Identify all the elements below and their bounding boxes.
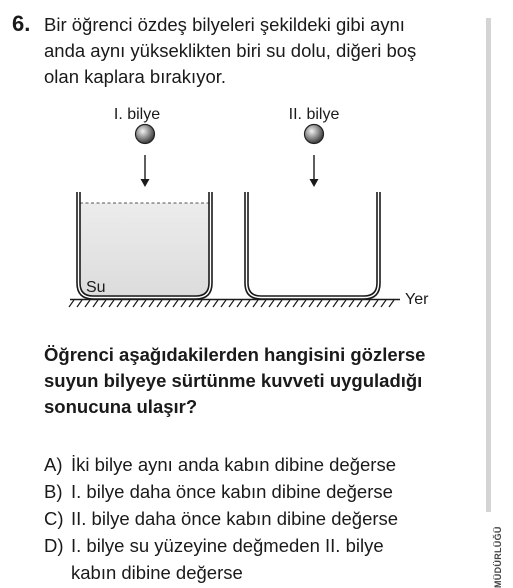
hatch-mark [173,300,178,307]
question-number: 6. [12,11,31,36]
hatch-mark [149,300,154,307]
option-letter: A) [44,454,63,475]
option-line: I. bilye daha önce kabın dibine değerse [71,481,393,502]
option-line: İki bilye aynı anda kabın dibine değerse [71,454,396,475]
hatch-mark [181,300,186,307]
prompt-line: suyun bilyeye sürtünme kuvveti uyguladığı [44,370,423,391]
hatch-mark [117,300,122,307]
hatch-mark [389,300,394,307]
question-stem [44,12,474,90]
option-text [71,505,398,532]
hatch-mark [229,300,234,307]
option-text [71,532,384,586]
hatch-mark [261,300,266,307]
option-a[interactable] [44,451,398,478]
water-label: Su [86,279,106,296]
hatch-mark [269,300,274,307]
hatch-mark [77,300,82,307]
hatch-mark [93,300,98,307]
prompt-line: sonucuna ulaşır? [44,396,198,417]
option-line: kabın dibine değerse [71,562,243,583]
ball-1-label: I. bilye [113,106,161,123]
hatch-mark [341,300,346,307]
option-letter: C) [44,508,64,529]
hatch-mark [309,300,314,307]
option-letter: D) [44,535,64,556]
hatch-mark [125,300,130,307]
ball-1-arrowhead [141,179,150,187]
hatch-mark [221,300,226,307]
hatch-mark [197,300,202,307]
ball-2 [305,125,324,144]
hatch-mark [189,300,194,307]
option-line: II. bilye daha önce kabın dibine değerse [71,508,399,529]
question-prompt [44,342,484,420]
hatch-mark [317,300,322,307]
experiment-figure [0,100,470,315]
option-c[interactable] [44,505,398,532]
hatch-mark [205,300,210,307]
empty-container [245,192,380,299]
option-d[interactable] [44,532,398,586]
option-letter: B) [44,481,63,502]
option-text [71,451,396,478]
hatch-mark [133,300,138,307]
ball-2-label: II. bilye [288,106,340,123]
hatch-mark [237,300,242,307]
hatch-mark [85,300,90,307]
hatch-mark [69,300,74,307]
hatch-mark [357,300,362,307]
hatch-mark [333,300,338,307]
hatch-mark [213,300,218,307]
hatch-mark [253,300,258,307]
hatch-mark [157,300,162,307]
watermark [480,518,503,588]
option-line: I. bilye su yüzeyine değmeden II. bilye [71,535,384,556]
option-b[interactable] [44,478,398,505]
hatch-mark [349,300,354,307]
answer-options [44,451,398,586]
ball-2-arrowhead [310,179,319,187]
stem-line: Bir öğrenci özdeş bilyeleri şekildeki gibi aynı [44,14,405,35]
ground-label: Yer [405,291,429,308]
hatch-mark [101,300,106,307]
hatch-mark [301,300,306,307]
hatch-mark [285,300,290,307]
hatch-mark [293,300,298,307]
hatch-mark [141,300,146,307]
ball-1 [136,125,155,144]
sidebar-rule [486,18,491,512]
hatch-mark [165,300,170,307]
hatch-mark [325,300,330,307]
hatch-mark [109,300,114,307]
hatch-mark [365,300,370,307]
prompt-line: Öğrenci aşağıdakilerden hangisini gözlerse [44,344,426,365]
hatch-mark [381,300,386,307]
watermark-text: MÜDÜRLÜĞÜ [493,526,503,588]
hatch-mark [245,300,250,307]
hatch-mark [277,300,282,307]
option-text [71,478,393,505]
ground-hatching [69,300,394,307]
stem-line: anda aynı yükseklikten biri su dolu, diğeri boş [44,40,417,61]
stem-line: olan kaplara bırakıyor. [44,66,227,87]
hatch-mark [373,300,378,307]
